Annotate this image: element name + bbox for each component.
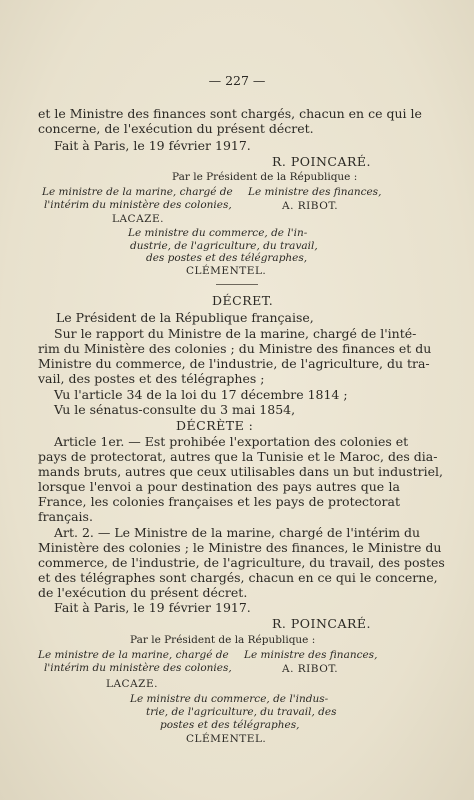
decree2-decrees: DÉCRÈTE : <box>176 418 254 433</box>
decree1-finance-name: A. RIBOT. <box>282 200 339 212</box>
article1-line-6: français. <box>38 509 93 524</box>
article2-line-3: commerce, de l'industrie, de l'agriculture, du travail, des postes <box>38 555 445 570</box>
decree1-commerce-name: CLÉMENTEL. <box>186 265 267 277</box>
decree2-preamble-3: Ministre du commerce, de l'industrie, de l'agriculture, du tra- <box>38 356 430 371</box>
decree2-preamble-5: Vu l'article 34 de la loi du 17 décembre 1814 ; <box>54 387 348 402</box>
decree1-minister-commerce-1: Le ministre du commerce, de l'in- <box>128 227 308 239</box>
article1-line-1: Article 1er. — Est prohibée l'exportation des colonies et <box>54 434 409 449</box>
decree2-minister-commerce-1: Le ministre du commerce, de l'indus- <box>130 693 329 705</box>
decree1-marine-name: LACAZE. <box>112 213 164 225</box>
decree2-signer: R. POINCARÉ. <box>272 616 371 631</box>
article1-line-3: mands bruts, autres que ceux utilisables dans un but industriel, <box>38 464 443 479</box>
article1-line-2: pays de protectorat, autres que la Tunisie et le Maroc, des dia- <box>38 449 438 464</box>
decree2-preamble-2: rim du Ministère des colonies ; du Ministre des finances et du <box>38 341 432 356</box>
article2-line-2: Ministère des colonies ; le Ministre des finances, le Ministre du <box>38 540 442 555</box>
decree2-minister-commerce-2: trie, de l'agriculture, du travail, des <box>146 706 337 718</box>
decree1-minister-commerce-3: des postes et des télégraphes, <box>146 252 308 264</box>
decree2-by-president: Par le Président de la République : <box>130 634 316 646</box>
decree1-by-president: Par le Président de la République : <box>172 171 358 183</box>
decree2-minister-finance: Le ministre des finances, <box>244 649 378 661</box>
decree1-minister-marine-2: l'intérim du ministère des colonies, <box>44 199 232 211</box>
article2-line-1: Art. 2. — Le Ministre de la marine, chargé de l'intérim du <box>54 525 421 540</box>
decree2-marine-name: LACAZE. <box>106 678 158 690</box>
decree2-president-line: Le Président de la République française, <box>56 310 314 325</box>
article1-line-5: France, les colonies françaises et les pays de protectorat <box>38 494 400 509</box>
article1-line-4: lorsque l'envoi a pour destination des pays autres que la <box>38 479 400 494</box>
decree1-signer: R. POINCARÉ. <box>272 154 371 169</box>
decree1-date: Fait à Paris, le 19 février 1917. <box>54 138 251 153</box>
decree1-line-2: concerne, de l'exécution du présent décret. <box>38 121 314 136</box>
decree1-line-1: et le Ministre des finances sont chargés, chacun en ce qui le <box>38 106 422 121</box>
decree2-preamble-6: Vu le sénatus-consulte du 3 mai 1854, <box>54 402 296 417</box>
decree2-date: Fait à Paris, le 19 février 1917. <box>54 600 251 615</box>
decree2-preamble-4: vail, des postes et des télégraphes ; <box>38 371 265 386</box>
decree1-minister-commerce-2: dustrie, de l'agriculture, du travail, <box>130 240 318 252</box>
article2-line-4: et des télégraphes sont chargés, chacun en ce qui le concerne, <box>38 570 438 585</box>
separator-rule <box>216 284 258 285</box>
decree2-minister-marine-1: Le ministre de la marine, chargé de <box>38 649 229 661</box>
decree1-minister-marine-1: Le ministre de la marine, chargé de <box>42 186 233 198</box>
decree1-minister-finance: Le ministre des finances, <box>248 186 382 198</box>
decree2-preamble-1: Sur le rapport du Ministre de la marine, chargé de l'inté- <box>54 326 417 341</box>
decree2-minister-marine-2: l'intérim du ministère des colonies, <box>44 662 232 674</box>
article2-line-5: de l'exécution du présent décret. <box>38 585 248 600</box>
decree2-commerce-name: CLÉMENTEL. <box>186 733 267 745</box>
decree2-finance-name: A. RIBOT. <box>282 663 339 675</box>
decree2-title: DÉCRET. <box>212 293 274 308</box>
decree2-minister-commerce-3: postes et des télégraphes, <box>160 719 300 731</box>
page-number: — 227 — <box>208 73 266 88</box>
